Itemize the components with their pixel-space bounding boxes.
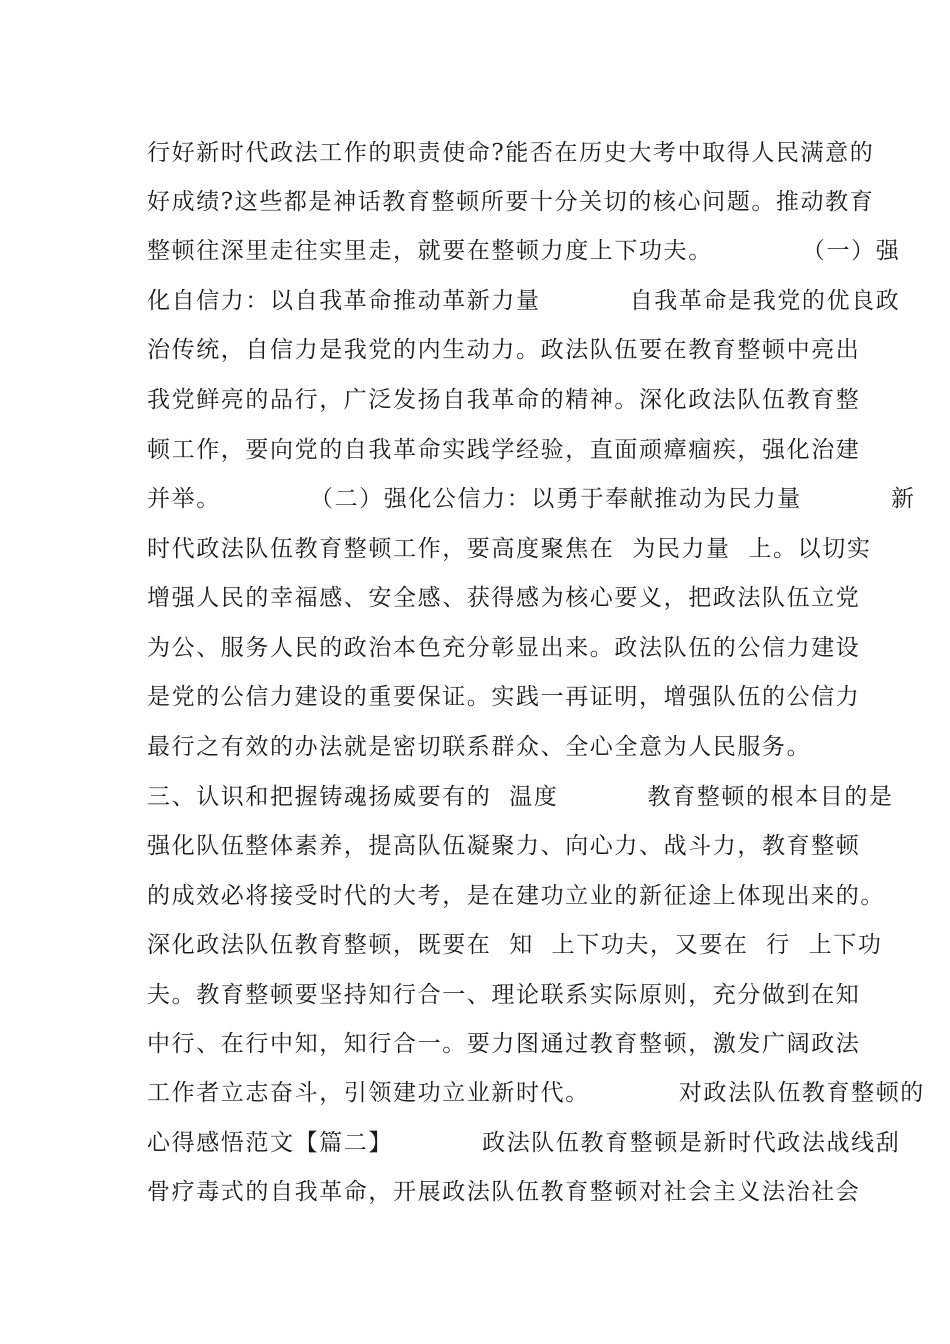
text-line-12: 是党的公信力建设的重要保证。实践一再证明，增强队伍的公信力	[147, 684, 861, 710]
text-line-7: 顿工作，要向党的自我革命实践学经验，直面顽瘴痼疾，强化治建	[147, 437, 861, 463]
text-line-14: 三、认识和把握铸魂扬威要有的 温度 教育整顿的根本目的是	[147, 784, 894, 810]
text-line-11: 为公、服务人民的政治本色充分彰显出来。政法队伍的公信力建设	[147, 635, 861, 661]
text-line-8: 并举。 （二）强化公信力：以勇于奉献推动为民力量 新	[147, 486, 916, 512]
text-line-4: 化自信力：以自我革命推动革新力量 自我革命是我党的优良政	[147, 288, 901, 314]
text-line-17: 深化政法队伍教育整顿，既要在 知 上下功夫，又要在 行 上下功	[147, 932, 883, 958]
text-line-9: 时代政法队伍教育整顿工作，要高度聚焦在 为民力量 上。以切实	[147, 536, 872, 562]
text-line-3: 整顿往深里走往实里走，就要在整顿力度上下功夫。 （一）强	[147, 238, 901, 264]
text-line-16: 的成效必将接受时代的大考，是在建功立业的新征途上体现出来的。	[147, 883, 885, 909]
text-line-5: 治传统，自信力是我党的内生动力。政法队伍要在教育整顿中亮出	[147, 337, 861, 363]
text-line-21: 心得感悟范文【篇二】 政法队伍教育整顿是新时代政法战线刮	[147, 1130, 901, 1156]
text-line-2: 好成绩?这些都是神话教育整顿所要十分关切的核心问题。推动教育	[147, 189, 875, 215]
text-line-13: 最行之有效的办法就是密切联系群众、全心全意为人民服务。	[147, 734, 812, 760]
text-line-10: 增强人民的幸福感、安全感、获得感为核心要义，把政法队伍立党	[147, 585, 861, 611]
text-line-1: 行好新时代政法工作的职责使命?能否在历史大考中取得人民满意的	[147, 140, 875, 166]
text-line-20: 工作者立志奋斗，引领建功立业新时代。 对政法队伍教育整顿的	[147, 1080, 925, 1106]
text-line-6: 我党鲜亮的品行，广泛发扬自我革命的精神。深化政法队伍教育整	[147, 387, 861, 413]
text-line-22: 骨疗毒式的自我革命，开展政法队伍教育整顿对社会主义法治社会	[147, 1179, 861, 1205]
text-line-15: 强化队伍整体素养，提高队伍凝聚力、向心力、战斗力，教育整顿	[147, 833, 861, 859]
text-line-19: 中行、在行中知，知行合一。要力图通过教育整顿，激发广阔政法	[147, 1031, 861, 1057]
text-line-18: 夫。教育整顿要坚持知行合一、理论联系实际原则，充分做到在知	[147, 982, 861, 1008]
